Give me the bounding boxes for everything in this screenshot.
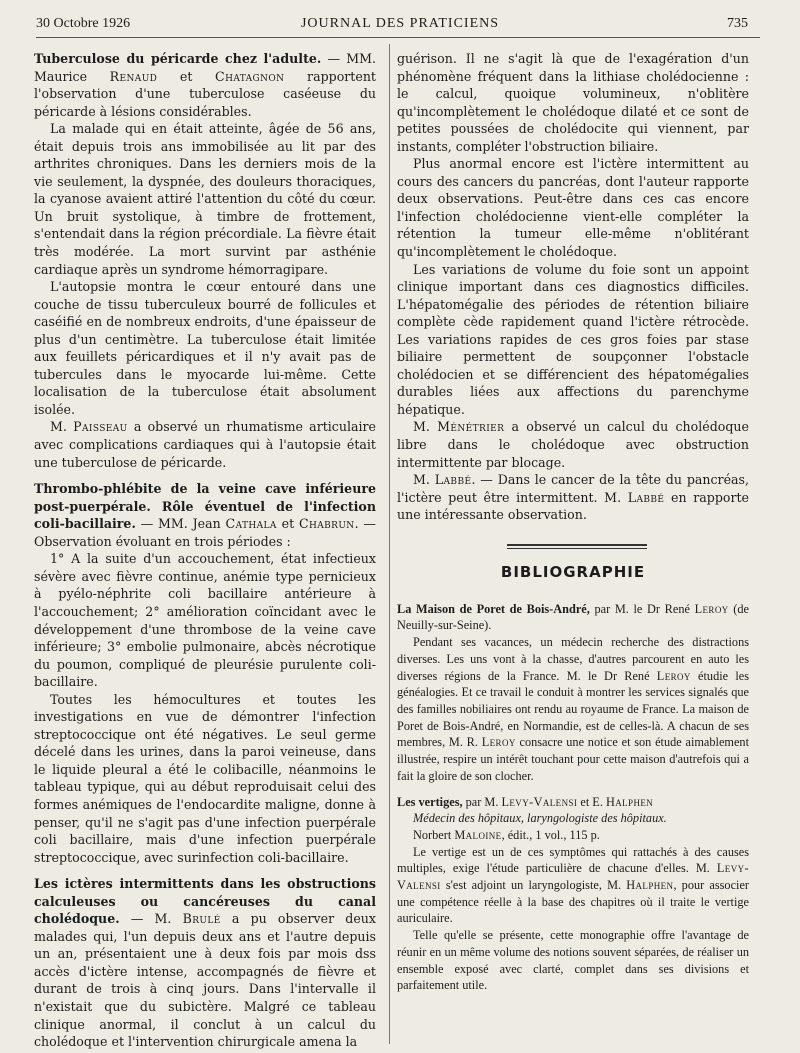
article-title: Les ictères intermittents dans les obstructions calculeuses ou cancéreuses du canal cholédoque. (34, 876, 376, 927)
author-name: Labbé (627, 489, 665, 505)
author-name: Levy-Valensi (397, 861, 749, 893)
page-number: 735 (727, 16, 748, 31)
book-review: Telle qu'elle se présente, cette monographie offre l'avantage de réunir en un même volume des notions souvent séparées, de réaliser un ensemble exposé avec clarté, complet dans ses divisions et parfaitement utile. (397, 928, 749, 993)
author-name: Leroy (694, 601, 729, 616)
author-name: Chabrun (298, 516, 355, 532)
author-name: Labbé (434, 472, 472, 488)
paragraph: Toutes les hémocultures et toutes les investigations en vue de démontrer l'infection streptococcique ont été négatives. Le seul germe décelé dans les urines, dans la paroi veineuse, dans le liquide pleural a été le colibacille, néanmoins le tableau typique, qui au début reproduisait celui des formes anémiques de l'endocardite maligne, donne à penser, qu'il ne s'agit pas d'une infection puerpérale coli bacillaire, mais d'une infection puerpérale streptococcique, avec surinfection coli-bacillaire. (34, 691, 376, 865)
page-header (0, 16, 800, 38)
paragraph: M. Ménétrier a observé un calcul du cholédoque libre dans le cholédoque avec obstruction intermittente par blocage. (397, 419, 749, 470)
paragraph: 1° A la suite d'un accouchement, état infectieux sévère avec fièvre continue, anémie type pernicieux à pyélo-néphrite coli bacillaire antérieure à l'accouchement; 2° amélioration coïncidant avec le développement d'une thrombose de la veine cave inférieure; 3° embolie pulmonaire, abcès nécrotique du poumon, compliqué de pleurésie purulente coli-bacillaire. (34, 551, 376, 690)
paragraph: Plus anormal encore est l'ictère intermittent au cours des cancers du pancréas, dont l'auteur rapporte deux observations. Peut-être dans ces cas encore l'infection cholédocienne vient-elle compléter la rétention la tumeur elle-même n'oblitérant qu'incomplètement le cholédoque. (397, 156, 749, 260)
book-title: La Maison de Poret de Bois-André, (397, 601, 590, 616)
book-title: Les vertiges, (397, 794, 463, 809)
bibliography-heading: BIBLIOGRAPHIE (500, 562, 646, 581)
column-divider (389, 44, 390, 1044)
paragraph: guérison. Il ne s'agit là que de l'exagération d'un phénomène fréquent dans la lithiase cholédocienne : le calcul, quoique volumineux, n'oblitère qu'incomplètement le cholédoque dilaté et ce sont de petites poussées de cholédocite qui viennent, par instants, compléter l'obstruction biliaire. (397, 51, 749, 154)
book-entry-heading: Les vertiges, par M. Levy-Valensi et E. Halphen (397, 794, 654, 809)
author-name: Cathala (225, 516, 277, 532)
right-column (397, 50, 749, 994)
author-name: Leroy (656, 668, 691, 683)
issue-date: 30 Octobre 1926 (36, 16, 131, 31)
article-thrombo-intro: Thrombo-phlébite de la veine cave inférieure post-puerpérale. Rôle éventuel de l'infection coli-bacillaire. — MM. Jean Cathala et Chabrun. — Observation évoluant en trois périodes : (34, 481, 376, 549)
author-name: Chatagnon (215, 68, 285, 84)
paragraph: La malade qui en était atteinte, âgée de 56 ans, était depuis trois ans immobilisée au lit par des arthrites chroniques. Dans les derniers mois de la vie seulement, la dyspnée, des douleurs thoraciques, la cyanose avaient attiré l'attention du côté du cœur. Un bruit systolique, à timbre de frottement, s'entendait dans la région précordiale. La fièvre était très modérée. La mort survint par asthénie cardiaque après un syndrome hémorragipare. (34, 121, 376, 277)
paragraph: M. Labbé. — Dans le cancer de la tête du pancréas, l'ictère peut être intermittent. M. Labbé en rapporte une intéressante observation. (397, 472, 750, 523)
author-name: Levy-Valensi (501, 794, 578, 809)
paragraph: L'autopsie montra le cœur entouré dans une couche de tissu tuberculeux bourré de follicules et caséifié en de nombreux endroits, d'une épaisseur de plus d'un centimètre. La tuberculose était limitée aux feuillets péricardiques et il n'y avait pas de tubercules dans le myocarde lui-même. Cette localisation de la tuberculose était absolument isolée. (34, 279, 376, 417)
author-roles: Médecin des hôpitaux, laryngologiste des hôpitaux. (413, 811, 667, 826)
book-review: Le vertige est un de ces symptômes qui rattachés à des causes multiples, exige l'étude particulière de chacune d'elles. M. Levy-Valensi s'est adjoint un laryngologiste, M. Halphen, pour associer une compétence réelle à la base des chapitres où il traite le vertige auriculaire. (397, 844, 749, 926)
author-name: Renaud (109, 68, 158, 84)
author-name: Brulé (182, 911, 221, 927)
publisher-name: Maloine (454, 827, 502, 842)
section-separator (507, 544, 647, 549)
book-entry-heading: La Maison de Poret de Bois-André, par M. le Dr René Leroy (de Neuilly-sur-Seine). (397, 601, 749, 633)
left-column (34, 50, 376, 1051)
paragraph: Les variations de volume du foie sont un appoint clinique important dans ces diagnostics difficiles. L'hépatomégalie des périodes de rétention biliaire complète cède rapidement quand l'ictère rétrocède. Les variations rapides de ces gros foies par stase biliaire permettent de soupçonner l'obstacle cholédocien et se différencient des hépatomégalies durables liées aux affections du parenchyme hépatique. (397, 261, 749, 417)
article-title: Thrombo-phlébite de la veine cave inférieure post-puerpérale. Rôle éventuel de l'infection coli-bacillaire. (34, 481, 376, 532)
article-pericarde-intro: Tuberculose du péricarde chez l'adulte. — MM. Maurice Renaud et Chatagnon rapportent l'observation d'une tuberculose caséeuse du péricarde à lésions considérables. (34, 51, 376, 119)
author-name: Halphen (605, 794, 654, 809)
author-name: Paisseau (73, 419, 128, 435)
bibliography-section (397, 601, 749, 994)
author-name: Halphen (626, 878, 674, 893)
journal-title: JOURNAL DES PRATICIENS (300, 16, 500, 31)
header-rule (36, 37, 760, 38)
author-name: Ménétrier (437, 419, 505, 435)
book-review: Pendant ses vacances, un médecin recherche des distractions diverses. Les uns vont à la chasse, d'autres parcourent en auto les diverses régions de la France. M. le Dr René Leroy étudie les généalogies. Et ce travail le conduit à montrer les services signalés que des familles nobiliaires ont rendu au royaume de France. La maison de Poret de Bois-André, en Normandie, est de celles-là. A chacun de ses membres, M. R. Leroy consacre une notice et son étude aimablement illustrée, respire un intérêt touchant pour cette maison d'autrefois qui a fait la gloire de son clocher. (397, 635, 749, 783)
publisher-line: Norbert Maloine, édit., 1 vol., 115 p. (413, 827, 600, 842)
article-title: Tuberculose du péricarde chez l'adulte. (34, 51, 322, 66)
paragraph: M. Paisseau a observé un rhumatisme articulaire avec complications cardiaques qui à l'autopsie était une tuberculose de péricarde. (34, 419, 376, 470)
author-name: Leroy (481, 735, 516, 750)
article-icteres-intro: Les ictères intermittents dans les obstructions calculeuses ou cancéreuses du canal cholédoque. — M. Brulé a pu observer deux malades qui, l'un depuis deux ans et l'autre depuis un an, présentaient une à deux fois par mois dss accès d'ictère intense, accompagnés de fièvre et durant de trois à cinq jours. Dans l'intervalle il n'existait que du subictère. Malgré ce tableau clinique anormal, il conclut à un calcul du cholédoque et l'intervention chirurgicale amena la (34, 876, 376, 1050)
